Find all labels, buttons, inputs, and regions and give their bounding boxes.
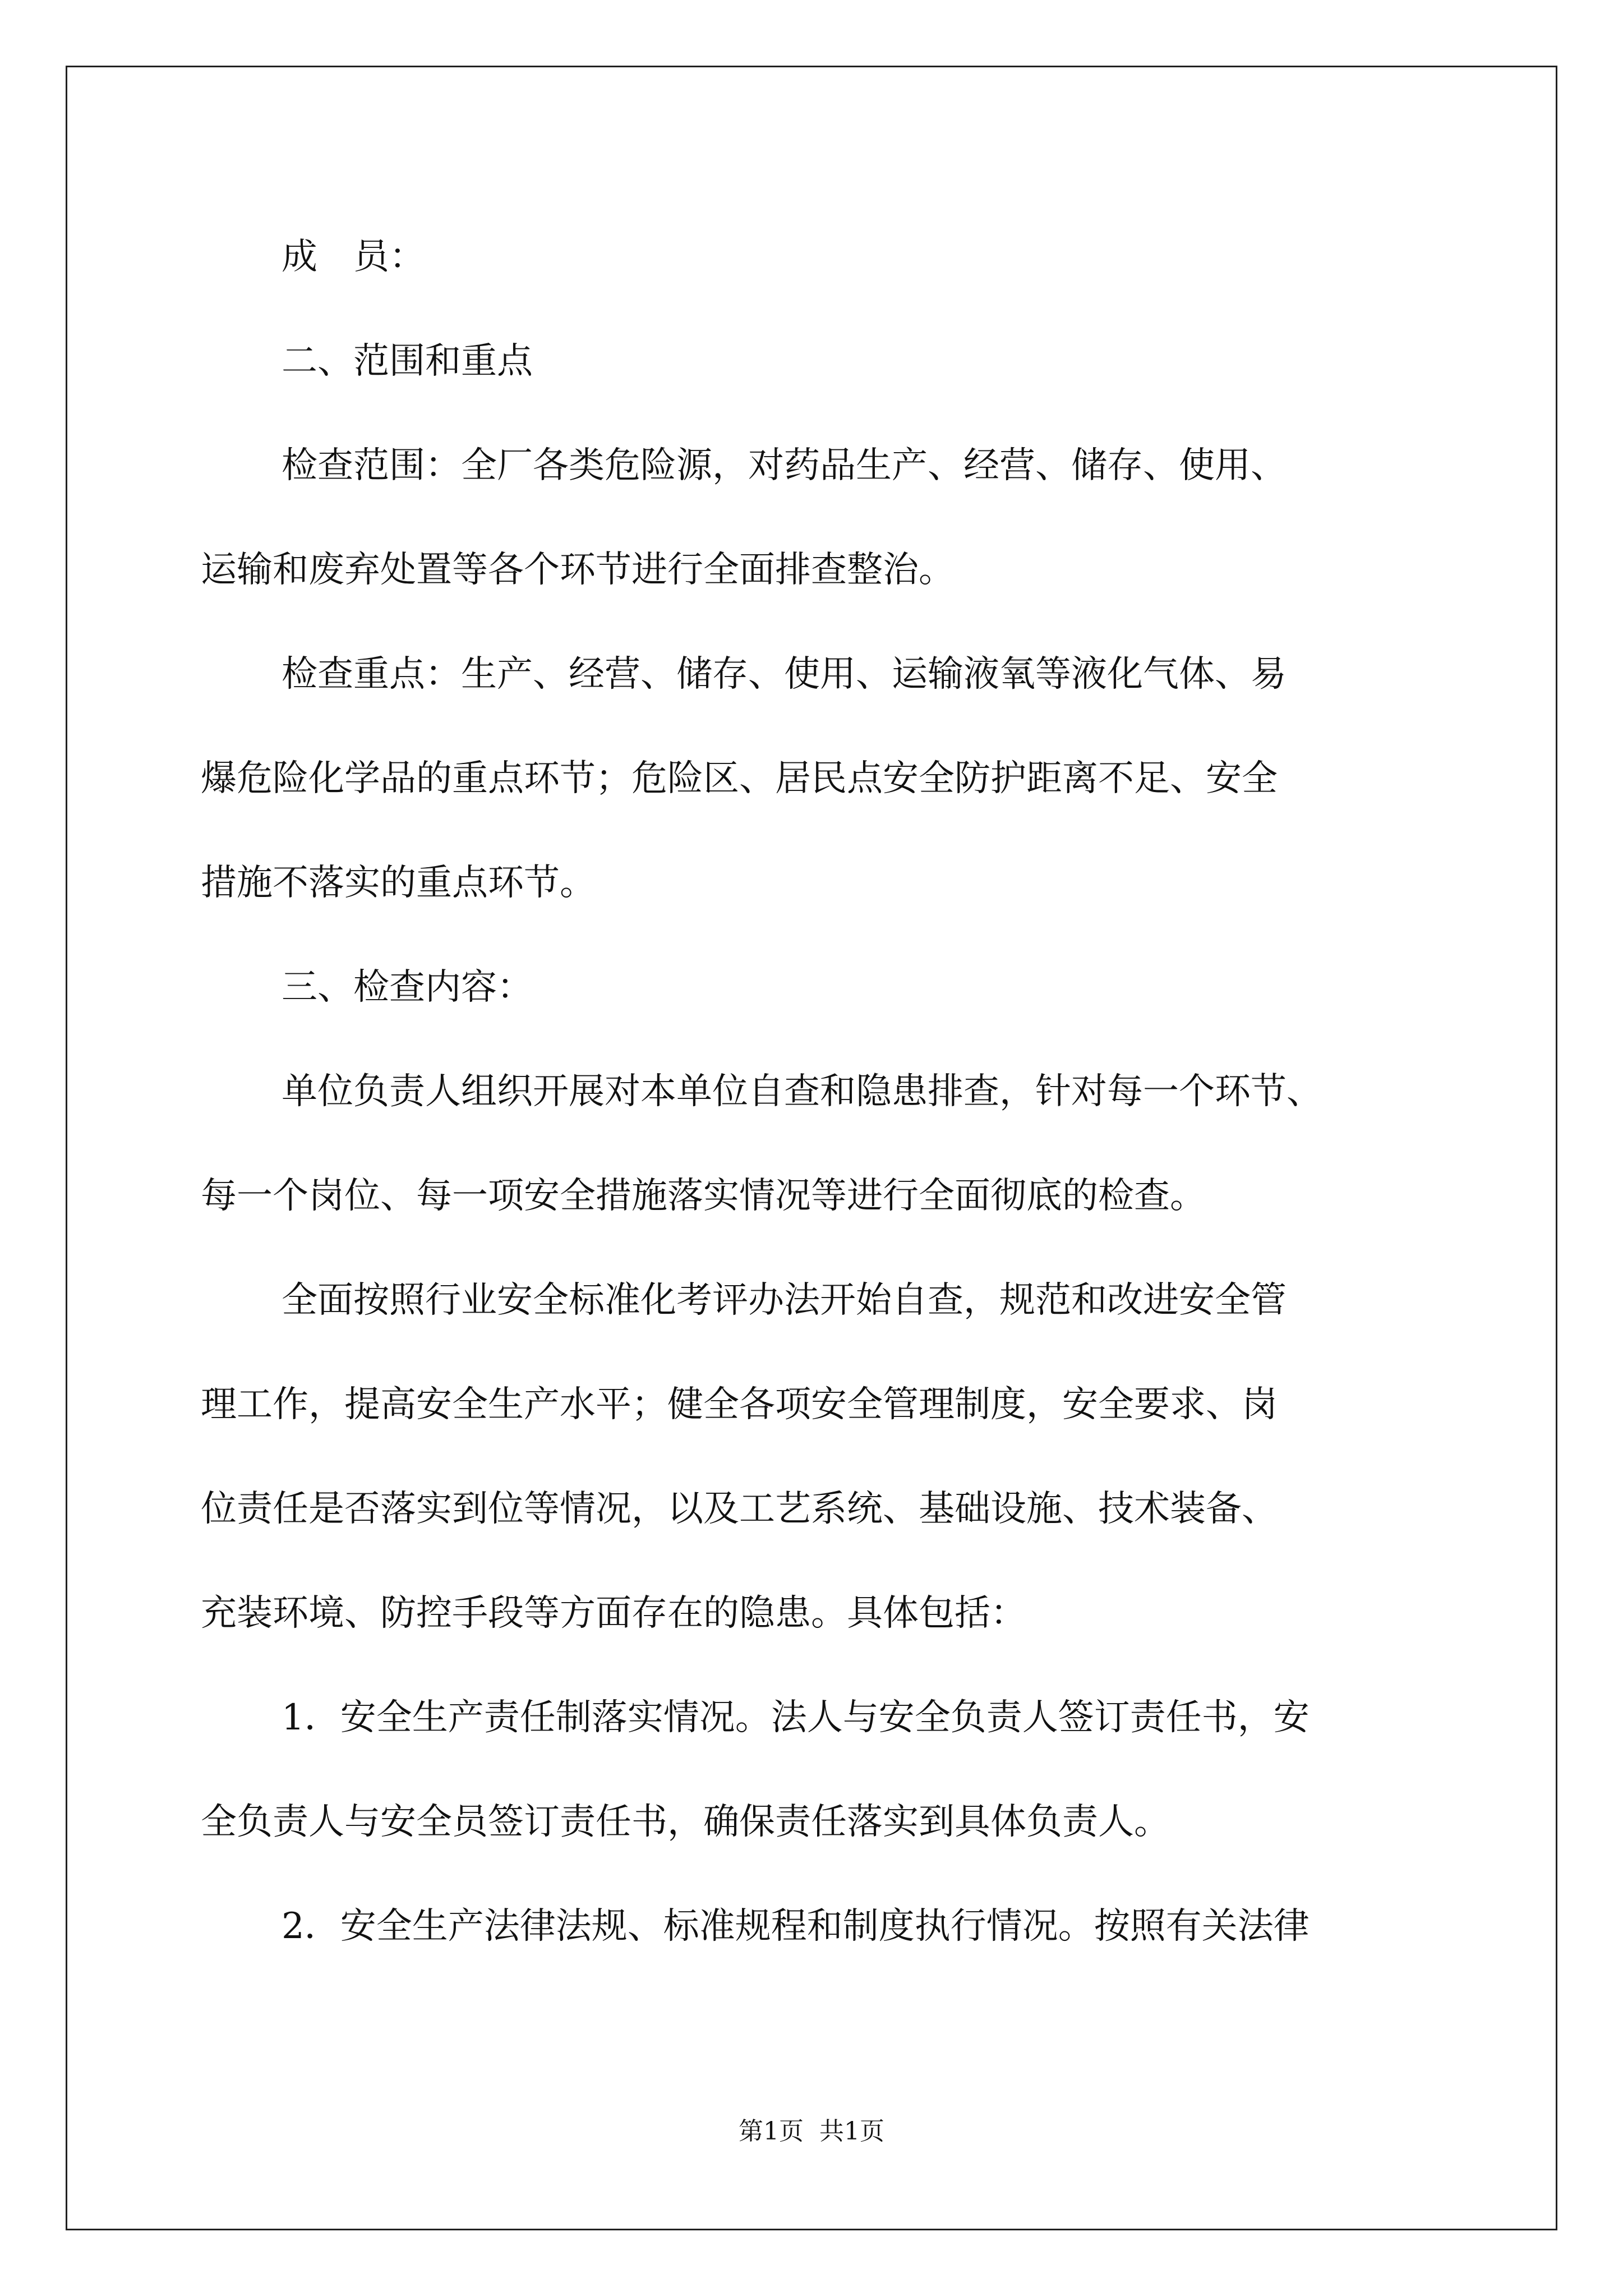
- text-line: 检查重点：生产、经营、储存、使用、运输液氧等液化气体、易: [282, 654, 1287, 695]
- text-line: 爆危险化学品的重点环节；危险区、居民点安全防护距离不足、安全: [201, 758, 1278, 799]
- text-line: 二、范围和重点: [282, 341, 533, 382]
- page-number-current: 第1页: [739, 2117, 804, 2146]
- text-line: 理工作，提高安全生产水平；健全各项安全管理制度，安全要求、岗: [201, 1384, 1278, 1425]
- text-line: 措施不落实的重点环节。: [201, 862, 596, 904]
- text-line: 检查范围：全厂各类危险源，对药品生产、经营、储存、使用、: [282, 445, 1287, 486]
- page-number-total: 共1页: [819, 2117, 884, 2146]
- text-line: 1．安全生产责任制落实情况。法人与安全负责人签订责任书，安: [282, 1697, 1310, 1738]
- text-line: 2．安全生产法律法规、标准规程和制度执行情况。按照有关法律: [282, 1906, 1310, 1947]
- text-line: 全面按照行业安全标准化考评办法开始自查，规范和改进安全管: [282, 1280, 1287, 1321]
- page-footer: [0, 2115, 1623, 2148]
- text-line: 全负责人与安全员签订责任书，确保责任落实到具体负责人。: [201, 1801, 1170, 1843]
- text-line: 单位负责人组织开展对本单位自查和隐患排查，针对每一个环节、: [282, 1071, 1322, 1112]
- text-line: 成 员：: [282, 236, 425, 278]
- text-line: 三、检查内容：: [282, 967, 533, 1008]
- text-line: 运输和废弃处置等各个环节进行全面排查整治。: [201, 549, 955, 591]
- text-line: 充装环境、防控手段等方面存在的隐患。具体包括：: [201, 1593, 1026, 1634]
- text-line: 每一个岗位、每一项安全措施落实情况等进行全面彻底的检查。: [201, 1175, 1206, 1217]
- text-line: 位责任是否落实到位等情况，以及工艺系统、基础设施、技术装备、: [201, 1488, 1278, 1530]
